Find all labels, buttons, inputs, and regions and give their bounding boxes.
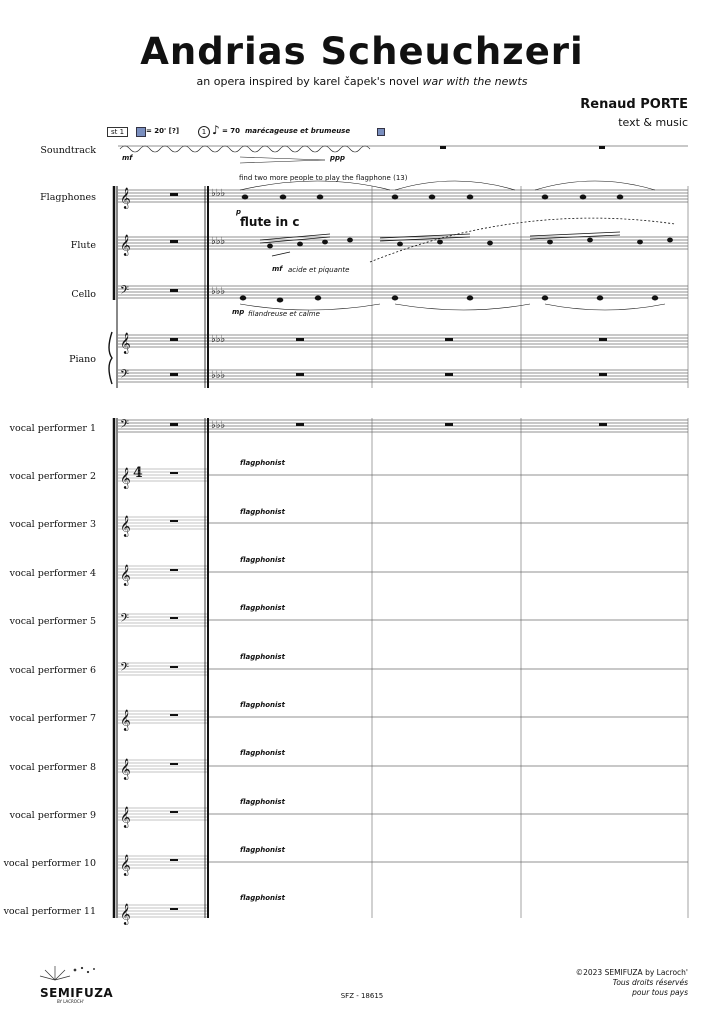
tempo-expression: marécageuse et brumeuse — [245, 127, 351, 135]
instrument-label-vocal-1: vocal performer 1 — [9, 423, 96, 434]
cello-expression: filandreuse et calme — [248, 310, 320, 318]
svg-text:𝄢: 𝄢 — [120, 368, 130, 384]
soundtrack-dynamic-start: mf — [122, 154, 133, 162]
svg-text:𝄞: 𝄞 — [120, 516, 131, 537]
svg-text:𝄞: 𝄞 — [120, 333, 131, 354]
svg-text:♭♭♭: ♭♭♭ — [211, 370, 226, 381]
flagphonist-label: flagphonist — [240, 556, 285, 564]
instrument-label-vocal-6: vocal performer 6 — [9, 665, 96, 676]
svg-text:𝄞: 𝄞 — [120, 188, 131, 209]
logo-mark — [40, 966, 95, 980]
flagphonist-label: flagphonist — [240, 846, 285, 854]
catalog-number: SFZ - 18615 — [340, 992, 384, 1000]
instrument-label-flagphones: Flagphones — [40, 192, 96, 203]
instrument-label-flute: Flute — [70, 240, 96, 251]
composer-credit: text & music — [618, 116, 688, 129]
instrument-label-vocal-5: vocal performer 5 — [9, 616, 96, 627]
subtitle-italic: war with the newts — [422, 75, 528, 88]
flagphonist-label: flagphonist — [240, 604, 285, 612]
flagphonist-label: flagphonist — [240, 701, 285, 709]
soundtrack-dynamic-end: ppp — [330, 154, 346, 162]
cello-dynamic: mp — [232, 308, 245, 316]
flute-dynamic-p: p — [236, 208, 242, 216]
instrument-label-vocal-2: vocal performer 2 — [9, 471, 96, 482]
copyright-line: ©2023 SEMIFUZA by Lacroch' — [575, 968, 688, 977]
flagphonist-label: flagphonist — [240, 894, 285, 902]
svg-text:𝄞: 𝄞 — [120, 807, 131, 828]
tempo-value: = 70 — [222, 127, 241, 135]
tempo-circle: 1 — [198, 126, 210, 138]
flagphonist-label: flagphonist — [240, 749, 285, 757]
flagphonist-label: flagphonist — [240, 653, 285, 661]
publisher-logo: SEMIFUZA — [40, 986, 114, 1000]
rehearsal-box: st 1 — [107, 127, 128, 137]
composer-name: Renaud PORTE — [580, 97, 688, 112]
svg-text:𝄢: 𝄢 — [120, 284, 130, 300]
eighth-note-icon: ♪ — [212, 123, 220, 137]
instrument-label-vocal-3: vocal performer 3 — [9, 519, 96, 530]
flagphonist-label: flagphonist — [240, 459, 285, 467]
svg-text:𝄢: 𝄢 — [120, 612, 130, 628]
svg-text:𝄢: 𝄢 — [120, 418, 130, 434]
instrument-label-vocal-7: vocal performer 7 — [9, 713, 96, 724]
flute-in-c-label: flute in c — [240, 215, 300, 229]
instrument-label-soundtrack: Soundtrack — [40, 145, 96, 156]
rights-line-2: pour tous pays — [632, 988, 688, 997]
svg-text:♭♭♭: ♭♭♭ — [211, 420, 226, 431]
svg-text:♭♭♭: ♭♭♭ — [211, 188, 226, 199]
duration-mark: = 20' [?] — [146, 127, 180, 135]
instrument-label-vocal-11: vocal performer 11 — [3, 906, 96, 917]
instrument-label-piano: Piano — [69, 354, 96, 365]
svg-text:𝄞: 𝄞 — [120, 855, 131, 876]
subtitle-plain: an opera inspired by karel čapek's novel — [196, 75, 423, 88]
score-title: Andrias Scheuchzeri — [140, 30, 584, 73]
flagphonist-label: flagphonist — [240, 798, 285, 806]
instrument-label-vocal-8: vocal performer 8 — [9, 762, 96, 773]
flagphone-instruction: find two more people to play the flagphone (13) — [239, 174, 408, 182]
instrument-label-vocal-10: vocal performer 10 — [3, 858, 96, 869]
svg-text:𝄞: 𝄞 — [120, 565, 131, 586]
svg-text:♭♭♭: ♭♭♭ — [211, 334, 226, 345]
flute-expression: acide et piquante — [288, 266, 350, 274]
svg-text:♭♭♭: ♭♭♭ — [211, 236, 226, 247]
svg-text:𝄞: 𝄞 — [120, 904, 131, 925]
svg-text:♭♭♭: ♭♭♭ — [211, 286, 226, 297]
instrument-label-cello: Cello — [71, 289, 96, 300]
rights-line-1: Tous droits réservés — [612, 978, 688, 987]
svg-text:𝄞: 𝄞 — [120, 468, 131, 489]
svg-text:𝄞: 𝄞 — [120, 235, 131, 256]
flagphonist-label: flagphonist — [240, 508, 285, 516]
svg-text:𝄞: 𝄞 — [120, 759, 131, 780]
flute-dynamic-mf: mf — [272, 265, 283, 273]
svg-text:𝄞: 𝄞 — [120, 710, 131, 731]
instrument-label-vocal-4: vocal performer 4 — [9, 568, 96, 579]
instrument-label-vocal-9: vocal performer 9 — [9, 810, 96, 821]
svg-text:𝄢: 𝄢 — [120, 661, 130, 677]
time-signature: 4 — [133, 465, 143, 481]
publisher-logo-sub: BY LACROCH' — [57, 999, 84, 1004]
